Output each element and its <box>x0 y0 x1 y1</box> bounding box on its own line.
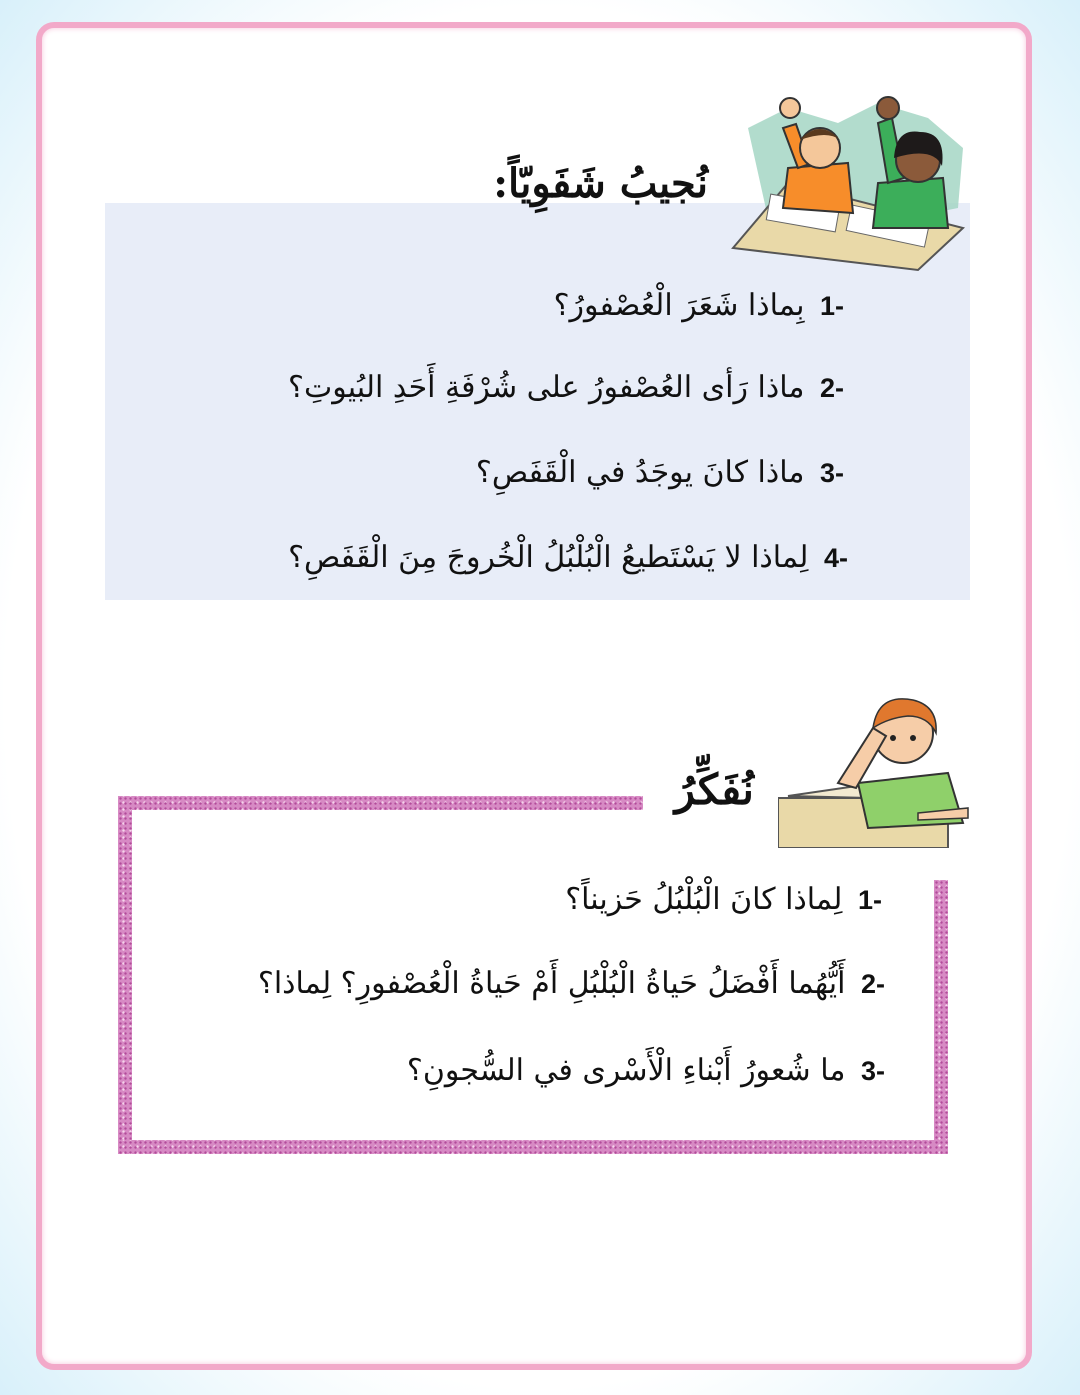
oral-question-4 <box>288 540 848 575</box>
think-question-1 <box>565 882 882 917</box>
question-text: ماذا رَأى العُصْفورُ على شُرْفَةِ أَحَدِ البُيوتِ؟ <box>288 370 805 405</box>
question-text: بِماذا شَعَرَ الْعُصْفورُ؟ <box>553 288 805 323</box>
oral-question-1 <box>554 288 844 323</box>
question-number: -3 <box>819 458 844 488</box>
section-title-we-think: نُفَكِّرُ <box>674 765 754 814</box>
students-raising-hands-illustration <box>728 88 968 273</box>
think-question-2 <box>258 966 885 1001</box>
glitter-border-bottom <box>118 1140 948 1154</box>
question-number: -4 <box>823 543 848 573</box>
question-text: لِماذا لا يَسْتَطيعُ الْبُلْبُلُ الْخُروجَ مِنَ الْقَفَصِ؟ <box>288 540 809 575</box>
question-text: أَيُّهُما أَفْضَلُ حَياةُ الْبُلْبُلِ أَمْ حَياةُ الْعُصْفورِ؟ لِماذا؟ <box>257 966 846 1001</box>
glitter-border-right <box>934 880 948 1154</box>
oral-question-2 <box>288 370 844 405</box>
glitter-border-left <box>118 796 132 1154</box>
oral-question-3 <box>476 455 844 490</box>
question-number: -2 <box>819 373 844 403</box>
glitter-border-top <box>118 796 643 810</box>
question-number: -1 <box>819 291 844 321</box>
question-number: -2 <box>860 969 885 999</box>
question-text: ما شُعورُ أَبْناءِ الْأَسْرى في السُّجونِ؟ <box>406 1053 846 1088</box>
section-title-oral-answers: نُجيبُ شَفَوِيّاً: <box>493 160 708 207</box>
think-question-3 <box>407 1053 885 1088</box>
question-number: -3 <box>860 1056 885 1086</box>
question-text: لِماذا كانَ الْبُلْبُلُ حَزيناً؟ <box>565 882 843 917</box>
question-number: -1 <box>857 885 882 915</box>
question-text: ماذا كانَ يوجَدُ في الْقَفَصِ؟ <box>475 455 805 490</box>
